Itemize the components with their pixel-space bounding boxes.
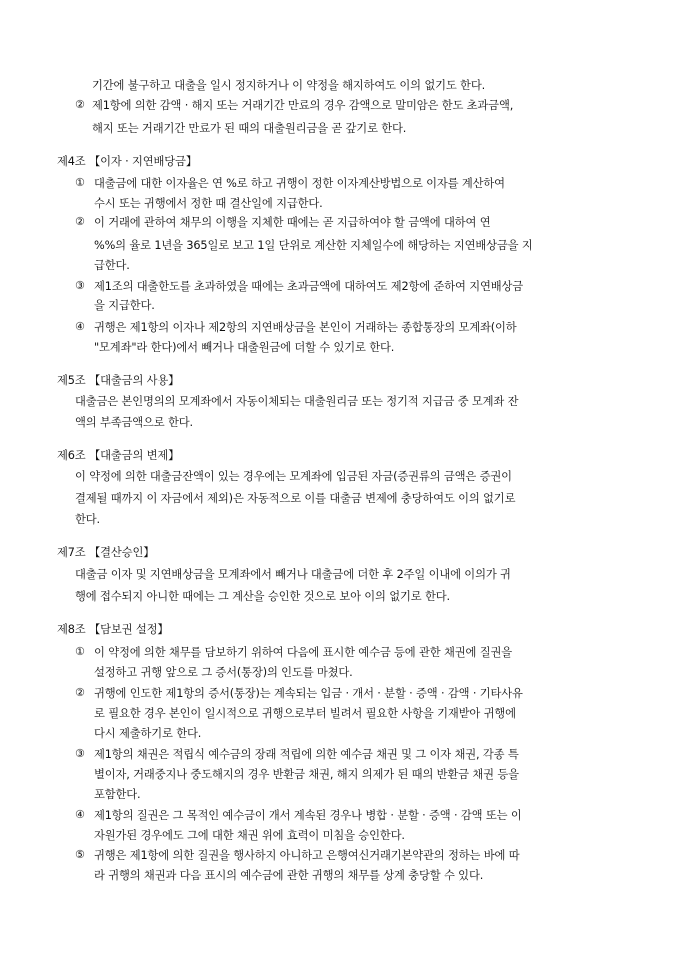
article5-line1: 대출금은 본인명의의 모계좌에서 자동이체되는 대출원리금 또는 정기적 지급금 중 모계좌 잔 (75, 395, 519, 408)
article6-line2: 결제될 때까지 이 자금에서 제외)은 자동적으로 이를 대출금 변제에 충당하여도 이의 없기로 (75, 492, 516, 505)
article4-heading: 제4조 【이자 · 지연배당금】 (57, 155, 197, 168)
article8-item5-line2: 라 귀행의 채권과 다음 표시의 예수금에 관한 귀행의 채무를 상계 충당할 수 있다. (94, 869, 484, 882)
article8-heading: 제8조 【담보권 설정】 (57, 623, 169, 636)
article8-item2-marker: ② (75, 686, 85, 699)
article4-item4-marker: ④ (75, 320, 85, 333)
article8-item1-marker: ① (75, 645, 85, 658)
article7-heading: 제7조 【결산승인】 (57, 546, 155, 559)
article8-item4-line2: 자원가된 경우에도 그에 대한 채권 위에 효력이 미침을 승인한다. (94, 829, 405, 842)
article8-item3-line3: 포함한다. (94, 788, 141, 801)
article4-item2-line2: %%의 율로 1년을 365일로 보고 1일 단위로 계산한 지체일수에 해당하는 지연배상금을 지 (94, 239, 533, 252)
article8-item5-marker: ⑤ (75, 848, 85, 861)
intro-line: 기간에 불구하고 대출을 일시 정지하거나 이 약정을 해지하여도 이의 없기도 한다. (92, 79, 486, 92)
article4-item3-line2: 을 지급한다. (94, 299, 155, 312)
article8-item1-line2: 설정하고 귀행 앞으로 그 증서(통장)의 인도를 마쳤다. (94, 666, 353, 679)
article4-item1-marker: ① (75, 176, 85, 189)
article8-item5-line1: 귀행은 제1항에 의한 질권을 행사하지 아니하고 은행여신거래기본약관의 정하는 바에 따 (94, 849, 520, 862)
intro-item2-line2: 해지 또는 거래기간 만료가 된 때의 대출원리금을 곧 갚기로 한다. (92, 122, 407, 135)
article4-item3-marker: ③ (75, 279, 85, 292)
intro-item2-line1: 제1항에 의한 감액 · 해지 또는 거래기간 만료의 경우 감액으로 말미암은 한도 초과금액, (92, 99, 514, 112)
article8-item2-line3: 다시 제출하기로 한다. (94, 727, 202, 740)
article7-line1: 대출금 이자 및 지연배상금을 모계좌에서 빼거나 대출금에 더한 후 2주일 이내에 이의가 귀 (75, 568, 511, 581)
article4-item2-marker: ② (75, 215, 85, 228)
article8-item1-line1: 이 약정에 의한 채무를 담보하기 위하여 다음에 표시한 예수금 등에 관한 채권에 질권을 (94, 646, 512, 659)
article6-heading: 제6조 【대출금의 변제】 (57, 449, 180, 462)
article4-item1-line2: 수시 또는 귀행에서 정한 때 결산일에 지급한다. (94, 197, 323, 210)
article7-line2: 행에 접수되지 아니한 때에는 그 계산을 승인한 것으로 보아 이의 없기로 한다. (75, 590, 450, 603)
article8-item4-marker: ④ (75, 808, 85, 821)
article8-item3-line1: 제1항의 채권은 적립식 예수금의 장래 적립에 의한 예수금 채권 및 그 이자 채권, 각종 특 (94, 748, 519, 761)
article4-item2-line1: 이 거래에 관하여 채무의 이행을 지체한 때에는 곧 지급하여야 할 금액에 대하여 연 (94, 216, 491, 229)
article8-item3-marker: ③ (75, 747, 85, 760)
article8-item2-line2: 로 필요한 경우 본인이 일시적으로 귀행으로부터 빌려서 필요한 사항을 기재받아 귀행에 (94, 707, 516, 720)
article5-line2: 액의 부족금액으로 한다. (75, 416, 193, 429)
article5-heading: 제5조 【대출금의 사용】 (57, 374, 180, 387)
article4-item4-line2: "모계좌"라 한다)에서 빼거나 대출원금에 더할 수 있기로 한다. (94, 341, 395, 354)
article4-item1-line1: 대출금에 대한 이자율은 연 %로 하고 귀행이 정한 이자계산방법으로 이자를 계산하여 (94, 177, 505, 190)
article8-item2-line1: 귀행에 인도한 제1항의 증서(통장)는 계속되는 입금 · 개서 · 분할 · 증액 · 감액 · 기타사유 (94, 687, 523, 700)
article8-item3-line2: 별이자, 거래중지나 중도해지의 경우 반환금 채권, 해지 의제가 된 때의 반환금 채권 등을 (94, 768, 519, 781)
article6-line1: 이 약정에 의한 대출금잔액이 있는 경우에는 모계좌에 입금된 자금(증권류의 금액은 증권이 (75, 470, 512, 483)
article4-item4-line1: 귀행은 제1항의 이자나 제2항의 지연배상금을 본인이 거래하는 종합통장의 모계좌(이하 (94, 321, 517, 334)
article8-item4-line1: 제1항의 질권은 그 목적인 예수금이 개서 계속된 경우나 병합 · 분할 · 증액 · 감액 또는 이 (94, 809, 522, 822)
article6-line3: 한다. (75, 513, 100, 526)
article4-item3-line1: 제1조의 대출한도를 초과하였을 때에는 초과금액에 대하여도 제2항에 준하여 지연배상금 (94, 280, 524, 293)
article4-item2-line3: 급한다. (94, 259, 130, 272)
item-marker-2: ② (75, 98, 85, 111)
